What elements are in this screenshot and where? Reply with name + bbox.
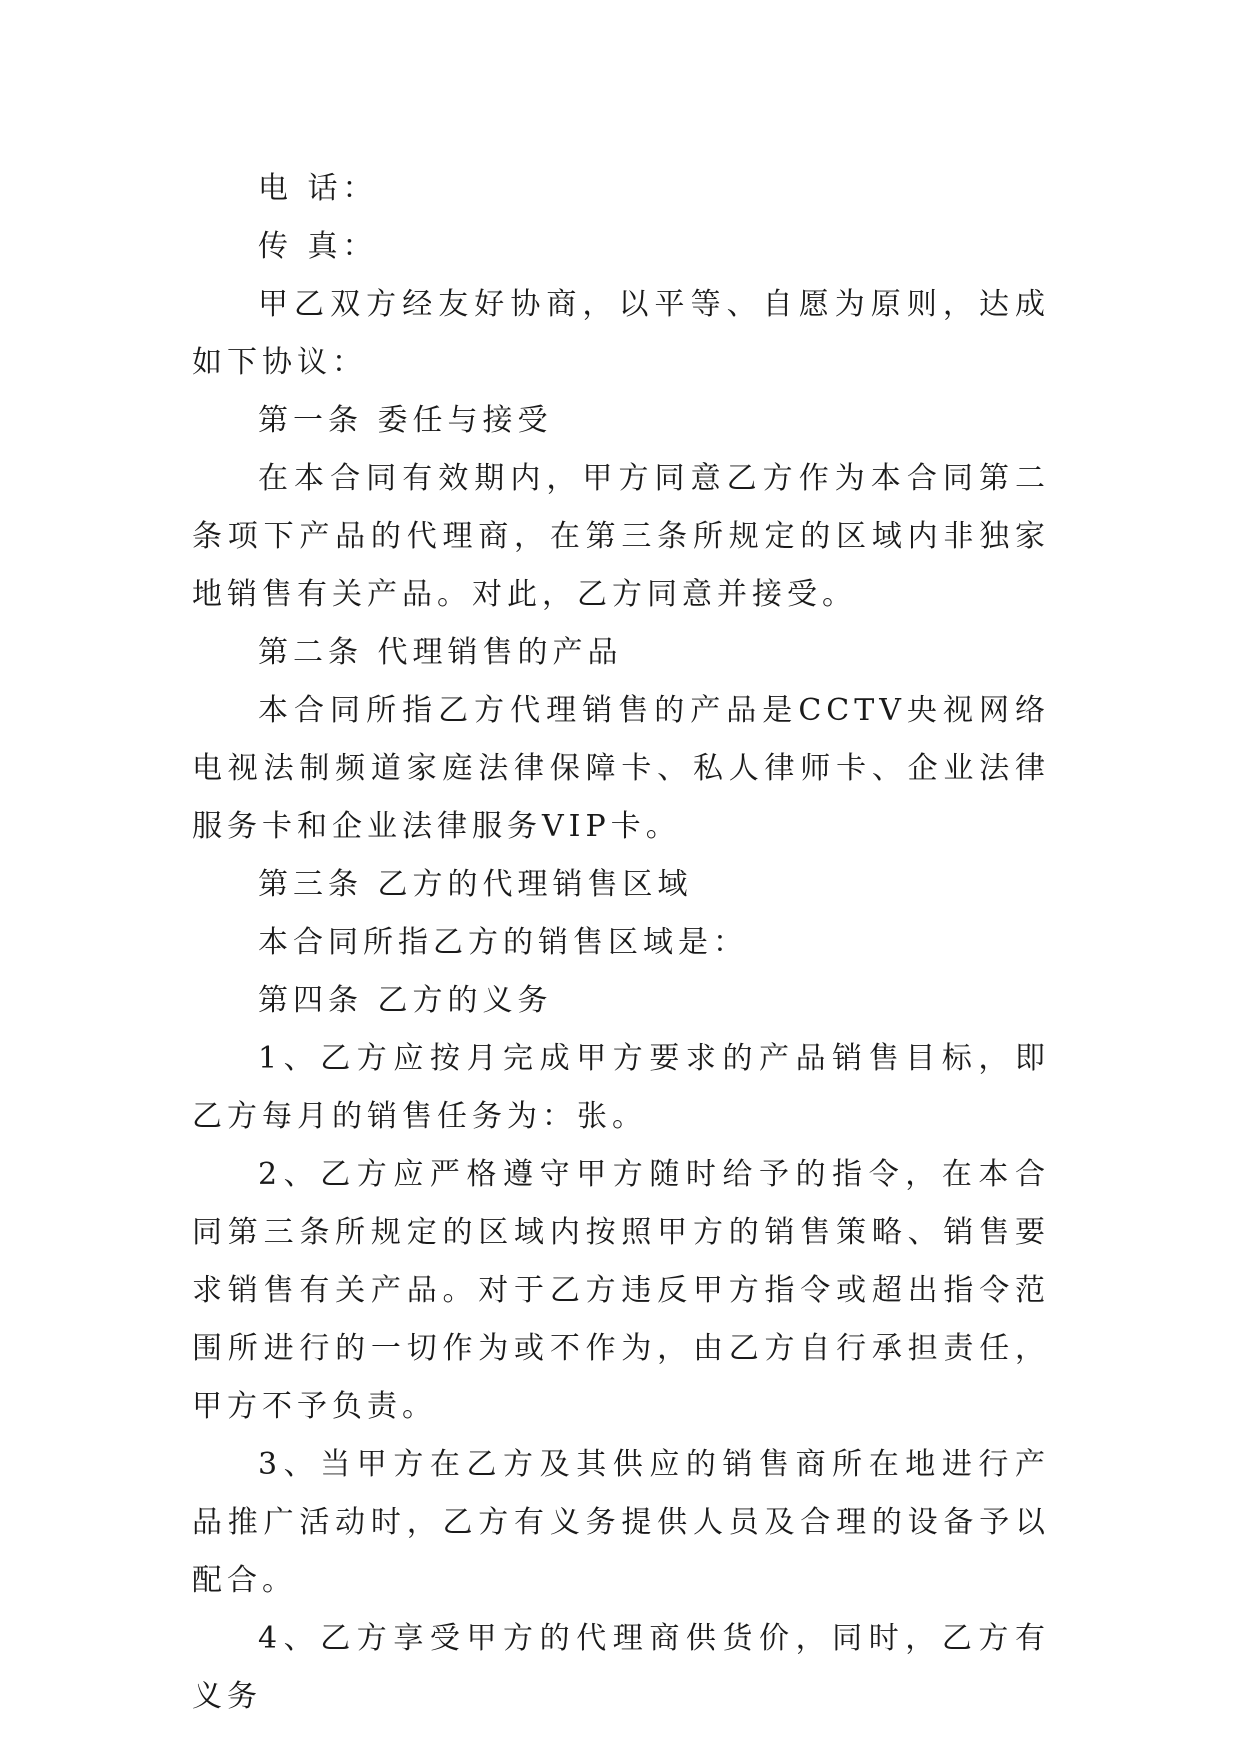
agreement-intro: 甲乙双方经友好协商，以平等、自愿为原则，达成如下协议： — [192, 287, 1050, 380]
article-4-item-2: 2、乙方应严格遵守甲方随时给予的指令，在本合同第三条所规定的区域内按照甲方的销售策略、销售要求销售有关产品。对于乙方违反甲方指令或超出指令范围所进行的一切作为或不作为，由乙方自行承担责任，甲方不予负责。 — [192, 1157, 1050, 1424]
fax-line: 传 真： — [258, 229, 378, 264]
article-2-body: 本合同所指乙方代理销售的产品是CCTV央视网络电视法制频道家庭法律保障卡、私人律师卡、企业法律服务卡和企业法律服务VIP卡。 — [192, 693, 1050, 844]
article-4-item-1: 1、乙方应按月完成甲方要求的产品销售目标，即乙方每月的销售任务为：张。 — [192, 1041, 1050, 1134]
article-4-item-3: 3、当甲方在乙方及其供应的销售商所在地进行产品推广活动时，乙方有义务提供人员及合理的设备予以配合。 — [192, 1447, 1050, 1598]
phone-line: 电 话： — [258, 171, 378, 206]
article-3-body: 本合同所指乙方的销售区域是： — [258, 925, 748, 960]
article-3-heading: 第三条 乙方的代理销售区域 — [258, 867, 693, 902]
article-4-item-4: 4、乙方享受甲方的代理商供货价，同时，乙方有义务 — [192, 1621, 1050, 1714]
article-2-heading: 第二条 代理销售的产品 — [258, 635, 623, 670]
contract-page — [192, 160, 1050, 1726]
article-1-body: 在本合同有效期内，甲方同意乙方作为本合同第二条项下产品的代理商，在第三条所规定的区域内非独家地销售有关产品。对此，乙方同意并接受。 — [192, 461, 1050, 612]
article-4-heading: 第四条 乙方的义务 — [258, 983, 553, 1018]
article-1-heading: 第一条 委任与接受 — [258, 403, 553, 438]
